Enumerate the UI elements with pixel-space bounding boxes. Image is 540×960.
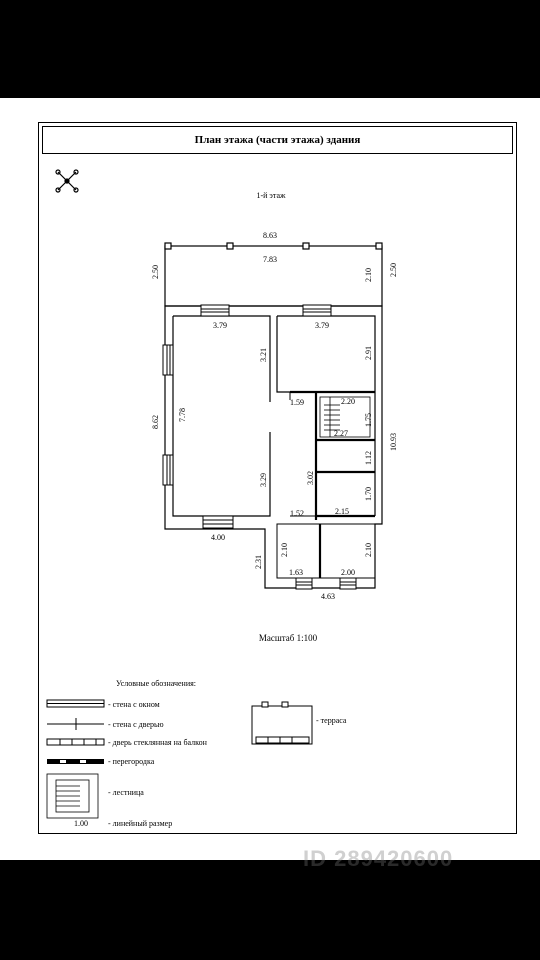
legend-terrace-symbol <box>252 702 312 744</box>
dim-left-outer: 8.62 <box>151 415 160 429</box>
dim-bath-width-bottom: 1.63 <box>289 568 303 577</box>
dim-bath-width-top: 1.52 <box>290 509 304 518</box>
dim-room-left-height: 7.78 <box>178 408 187 422</box>
dim-partition-lower: 3.29 <box>259 473 268 487</box>
dim-terrace-right-inner: 2.10 <box>364 268 373 282</box>
watermark: ID 289420600 <box>303 846 454 871</box>
legend-partition-symbol <box>47 759 104 764</box>
legend-glass-door: - дверь стеклянная на балкон <box>108 738 207 747</box>
dim-stair-height: 1.75 <box>364 413 373 427</box>
dim-partition-upper: 3.21 <box>259 348 268 362</box>
dim-right-outer: 10.93 <box>389 433 398 451</box>
legend-glass-door-symbol <box>47 739 104 745</box>
windows <box>163 305 356 589</box>
dim-top-outer: 8.63 <box>263 231 277 240</box>
legend-door-wall: - стена с дверью <box>108 720 164 729</box>
legend-window-wall: - стена с окном <box>108 700 160 709</box>
terrace <box>165 243 382 306</box>
legend-linear-dim: - линейный размер <box>108 819 173 828</box>
dimension-labels <box>151 231 398 601</box>
dim-top-inner: 7.83 <box>263 255 277 264</box>
dim-terrace-left: 2.50 <box>151 265 160 279</box>
scale-label: Масштаб 1:100 <box>258 633 318 643</box>
dim-terrace-right-outer: 2.50 <box>389 263 398 277</box>
floor-label: 1-й этаж <box>256 191 286 200</box>
dim-room-right-height: 2.91 <box>364 346 373 360</box>
plan-title: План этажа (части этажа) здания <box>42 126 513 154</box>
legend-linear-dim-value: 1.00 <box>74 819 88 828</box>
dim-small-room-height: 1.12 <box>364 451 373 465</box>
dim-bottom-outer: 4.63 <box>321 592 335 601</box>
dim-bath2-height: 2.10 <box>364 543 373 557</box>
legend-stairs: - лестница <box>108 788 144 797</box>
legend-door-symbol <box>47 718 104 730</box>
legend-window-symbol <box>47 700 104 707</box>
dim-room-right-top: 3.79 <box>315 321 329 330</box>
dim-room-left-top: 3.79 <box>213 321 227 330</box>
legend-partition: - перегородка <box>108 757 155 766</box>
dim-bottom-left: 4.00 <box>211 533 225 542</box>
exterior-walls <box>165 306 382 588</box>
dim-hall-width: 1.59 <box>290 398 304 407</box>
dim-bath2-width: 2.00 <box>341 568 355 577</box>
legend-stairs-symbol <box>47 774 98 818</box>
compass-icon <box>56 170 78 192</box>
dim-room-bottom-height: 1.70 <box>364 487 373 501</box>
dim-bath-height: 2.10 <box>280 543 289 557</box>
dim-corridor-height: 3.02 <box>306 471 315 485</box>
dim-room-bottom-width: 2.15 <box>335 507 349 516</box>
dim-annex-left: 2.31 <box>254 555 263 569</box>
legend-terrace: - терраса <box>316 716 347 725</box>
legend-heading: Условные обозначения: <box>116 679 197 688</box>
dim-stair-width: 2.20 <box>341 397 355 406</box>
legend <box>47 679 347 828</box>
dim-stair-lower: 2.27 <box>334 429 348 438</box>
